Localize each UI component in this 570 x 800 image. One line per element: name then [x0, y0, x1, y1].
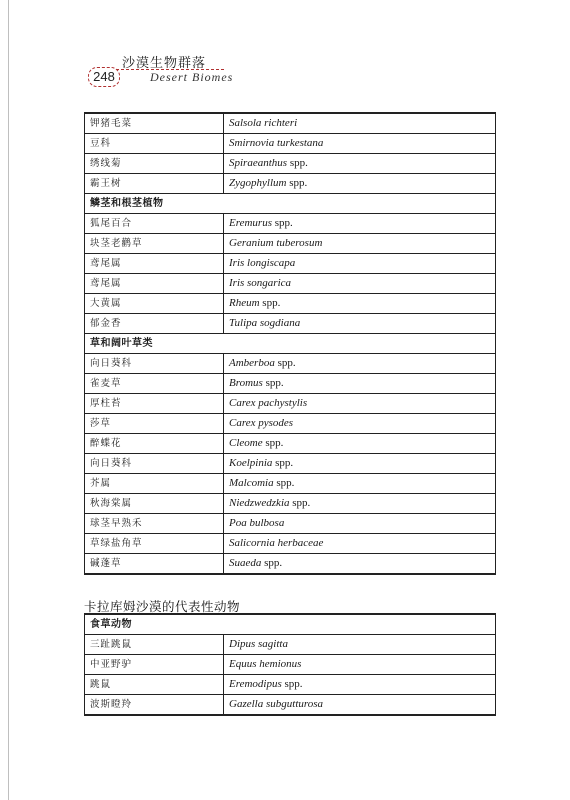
scientific-name-cell	[224, 635, 496, 655]
common-name-cell: 碱蓬草	[85, 554, 224, 575]
genus-text: Dipus	[229, 638, 256, 650]
scientific-name-cell	[224, 274, 496, 294]
genus-text: Gazella	[229, 698, 264, 710]
genus-text: Koelpinia	[229, 457, 273, 469]
section-header: 鳞茎和根茎植物	[85, 194, 496, 214]
table-row	[85, 454, 496, 474]
species-text: spp.	[275, 457, 294, 469]
scientific-name-cell	[224, 113, 496, 134]
table-row	[85, 374, 496, 394]
table-section-row	[85, 194, 496, 214]
species-text: spp.	[277, 357, 296, 369]
common-name-cell: 郁金香	[85, 314, 224, 334]
table-row	[85, 234, 496, 254]
common-name-cell: 豆科	[85, 134, 224, 154]
common-name-cell: 秋海棠属	[85, 494, 224, 514]
scientific-name-cell	[224, 494, 496, 514]
table-row	[85, 494, 496, 514]
scientific-name-cell	[224, 314, 496, 334]
genus-text: Spiraeanthus	[229, 157, 288, 169]
table-row	[85, 394, 496, 414]
animal-table	[84, 613, 496, 716]
species-text: spp.	[284, 678, 303, 690]
common-name-cell: 雀麦草	[85, 374, 224, 394]
running-header	[88, 48, 248, 88]
common-name-cell: 厚柱苔	[85, 394, 224, 414]
scientific-name-cell	[224, 534, 496, 554]
section-title: 卡拉库姆沙漠的代表性动物	[84, 599, 241, 614]
common-name-cell: 醉蝶花	[85, 434, 224, 454]
table-row	[85, 534, 496, 554]
common-name-cell: 跳鼠	[85, 675, 224, 695]
species-text: richteri	[264, 117, 298, 129]
common-name-cell: 块茎老鹳草	[85, 234, 224, 254]
scientific-name-cell	[224, 454, 496, 474]
scientific-name-cell	[224, 354, 496, 374]
genus-text: Rheum	[229, 297, 260, 309]
genus-text: Tulipa	[229, 317, 258, 329]
genus-text: Iris	[229, 257, 245, 269]
scientific-name-cell	[224, 294, 496, 314]
section-header: 食草动物	[85, 614, 496, 635]
scientific-name-cell	[224, 675, 496, 695]
species-text: subgutturosa	[265, 698, 324, 710]
species-text: herbaceae	[277, 537, 324, 549]
genus-text: Eremodipus	[229, 678, 282, 690]
table-row	[85, 434, 496, 454]
genus-text: Malcomia	[229, 477, 274, 489]
table-row	[85, 274, 496, 294]
table-section-row	[85, 334, 496, 354]
species-text: turkestana	[276, 137, 324, 149]
genus-text: Eremurus	[229, 217, 272, 229]
header-title-cn: 沙漠生物群落	[122, 56, 207, 71]
table-row	[85, 134, 496, 154]
species-text: spp.	[292, 497, 311, 509]
species-text: tuberosum	[276, 237, 323, 249]
page-number: 248	[88, 67, 120, 87]
species-text: spp.	[289, 157, 308, 169]
genus-text: Suaeda	[229, 557, 262, 569]
genus-text: Geranium	[229, 237, 274, 249]
header-title-en: Desert Biomes	[150, 70, 234, 84]
table-row	[85, 695, 496, 716]
scientific-name-cell	[224, 695, 496, 716]
species-text: spp.	[289, 177, 308, 189]
species-text: spp.	[264, 557, 283, 569]
table-row	[85, 554, 496, 575]
species-text: songarica	[247, 277, 292, 289]
common-name-cell: 芥属	[85, 474, 224, 494]
genus-text: Bromus	[229, 377, 263, 389]
species-text: hemionus	[259, 658, 302, 670]
species-text: pysodes	[258, 417, 294, 429]
genus-text: Carex	[229, 417, 256, 429]
species-text: spp.	[265, 377, 284, 389]
common-name-cell: 波斯瞪羚	[85, 695, 224, 716]
table-row	[85, 154, 496, 174]
common-name-cell: 向日葵科	[85, 454, 224, 474]
page-edge-line	[8, 0, 9, 800]
scientific-name-cell	[224, 154, 496, 174]
common-name-cell: 钾猪毛菜	[85, 113, 224, 134]
genus-text: Equus	[229, 658, 257, 670]
common-name-cell: 鸢尾属	[85, 254, 224, 274]
genus-text: Amberboa	[229, 357, 275, 369]
common-name-cell: 绣线菊	[85, 154, 224, 174]
genus-text: Iris	[229, 277, 245, 289]
table-row	[85, 294, 496, 314]
common-name-cell: 中亚野驴	[85, 655, 224, 675]
scientific-name-cell	[224, 374, 496, 394]
table-row	[85, 655, 496, 675]
table-row	[85, 414, 496, 434]
species-text: spp.	[274, 217, 293, 229]
table-row	[85, 254, 496, 274]
scientific-name-cell	[224, 394, 496, 414]
common-name-cell: 鸢尾属	[85, 274, 224, 294]
common-name-cell: 莎草	[85, 414, 224, 434]
genus-text: Cleome	[229, 437, 263, 449]
table-row	[85, 314, 496, 334]
scientific-name-cell	[224, 554, 496, 575]
plant-table	[84, 112, 496, 575]
species-text: spp.	[262, 297, 281, 309]
species-text: spp.	[276, 477, 295, 489]
genus-text: Salsola	[229, 117, 262, 129]
scientific-name-cell	[224, 254, 496, 274]
scientific-name-cell	[224, 474, 496, 494]
species-text: sagitta	[258, 638, 288, 650]
table-row	[85, 474, 496, 494]
table-row	[85, 113, 496, 134]
genus-text: Carex	[229, 397, 256, 409]
table-section-row	[85, 614, 496, 635]
table-row	[85, 174, 496, 194]
species-text: bulbosa	[249, 517, 285, 529]
section-header: 草和阔叶草类	[85, 334, 496, 354]
scientific-name-cell	[224, 655, 496, 675]
scientific-name-cell	[224, 514, 496, 534]
common-name-cell: 狐尾百合	[85, 214, 224, 234]
table-row	[85, 635, 496, 655]
common-name-cell: 大黄属	[85, 294, 224, 314]
scientific-name-cell	[224, 174, 496, 194]
species-text: pachystylis	[258, 397, 308, 409]
genus-text: Salicornia	[229, 537, 275, 549]
genus-text: Poa	[229, 517, 247, 529]
common-name-cell: 三趾跳鼠	[85, 635, 224, 655]
table-row	[85, 675, 496, 695]
scientific-name-cell	[224, 214, 496, 234]
common-name-cell: 草绿盐角草	[85, 534, 224, 554]
scientific-name-cell	[224, 134, 496, 154]
scientific-name-cell	[224, 234, 496, 254]
table-row	[85, 214, 496, 234]
scientific-name-cell	[224, 414, 496, 434]
species-text: spp.	[265, 437, 284, 449]
genus-text: Smirnovia	[229, 137, 275, 149]
genus-text: Zygophyllum	[229, 177, 287, 189]
genus-text: Niedzwedzkia	[229, 497, 290, 509]
common-name-cell: 霸王树	[85, 174, 224, 194]
common-name-cell: 向日葵科	[85, 354, 224, 374]
common-name-cell: 球茎早熟禾	[85, 514, 224, 534]
species-text: sogdiana	[259, 317, 301, 329]
table-row	[85, 514, 496, 534]
scientific-name-cell	[224, 434, 496, 454]
table-row	[85, 354, 496, 374]
species-text: longiscapa	[247, 257, 296, 269]
